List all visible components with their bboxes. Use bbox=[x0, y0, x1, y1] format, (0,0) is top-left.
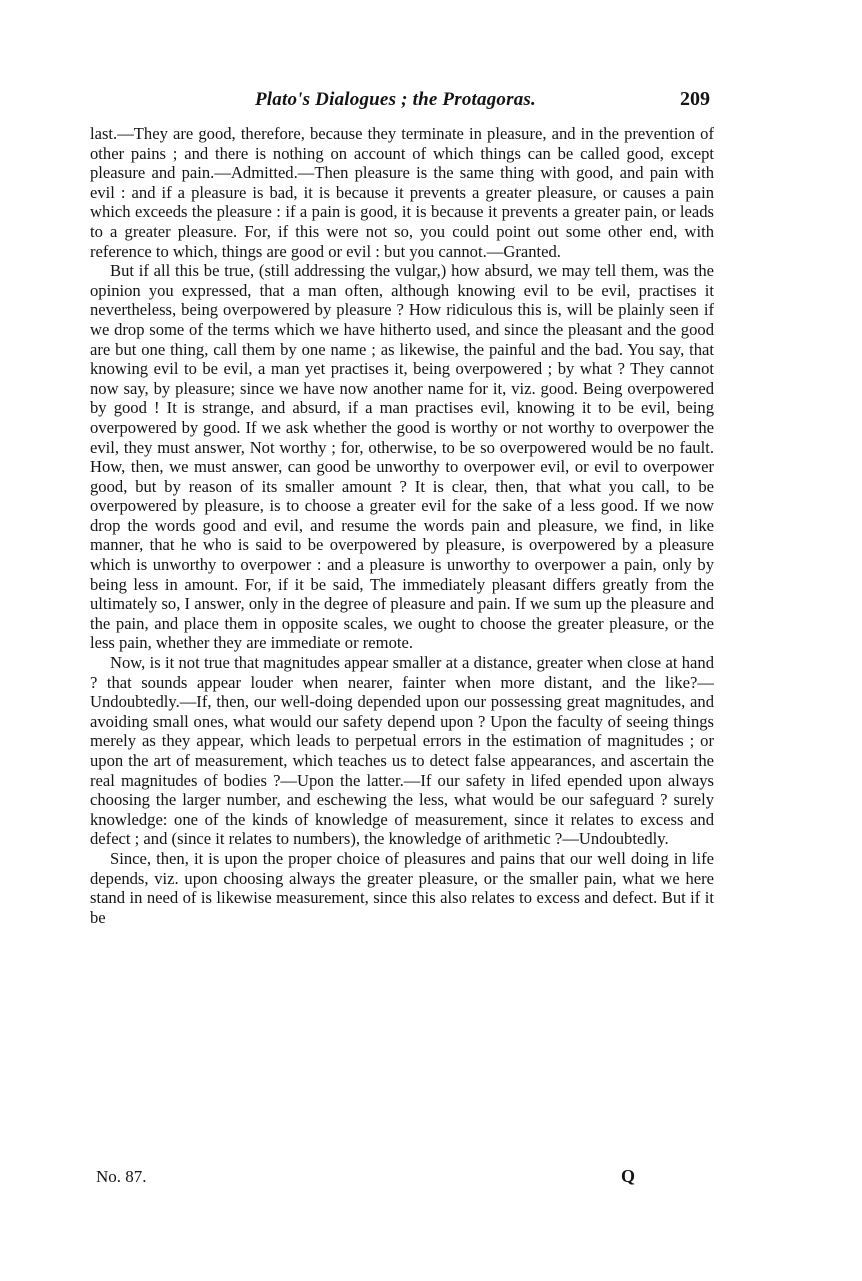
paragraph: last.—They are good, therefore, because they terminate in pleasure, and in the prevention of other pains ; and there is nothing on account of which things can be called good, except pleasure and pain.—Admitted.—Then pleasure is the same thing with good, and pain with evil : and if a pleasure is bad, it is because it prevents a greater pleasure, or causes a pain which exceeds the pleasure : if a pain is good, it is because it prevents a greater pain, or leads to a greater pleasure. For, if this were not so, you could point out some other end, with reference to which, things are good or evil : but you cannot.—Granted. bbox=[90, 124, 714, 261]
paragraph: But if all this be true, (still addressing the vulgar,) how absurd, we may tell them, was the opinion you expressed, that a man often, although knowing evil to be evil, practises it nevertheless, being overpowered by pleasure ? How ridiculous this is, will be plainly seen if we drop some of the terms which we have hitherto used, and since the pleasant and the good are but one thing, call them by one name ; as likewise, the painful and the bad. You say, that knowing evil to be evil, a man yet practises it, being overpowered ; by what ? They cannot now say, by pleasure; since we have now another name for it, viz. good. Being overpowered by good ! It is strange, and absurd, if a man practises evil, knowing it to be evil, being overpowered by good. If we ask whether the good is worthy or not worthy to overpower the evil, they must answer, Not worthy ; for, otherwise, to be so overpowered would be no fault. How, then, we must answer, can good be unworthy to overpower evil, or evil to overpower good, but by reason of its smaller amount ? It is clear, then, that what you call, to be overpowered by pleasure, is to choose a greater evil for the sake of a less good. If we now drop the words good and evil, and resume the words pain and pleasure, we find, in like manner, that he who is said to be overpowered by pleasure, is overpowered by a pleasure which is unworthy to overpower : and a pleasure is unworthy to overpower a pain, only by being less in amount. For, if it be said, The immediately pleasant differs greatly from the ultimately so, I answer, only in the degree of pleasure and pain. If we sum up the pleasure and the pain, and place them in opposite scales, we ought to choose the greater pleasure, or the less pain, whether they are immediate or remote. bbox=[90, 261, 714, 653]
signature-letter: Q bbox=[621, 1166, 636, 1186]
running-title: Plato's Dialogues ; the Protagoras. bbox=[255, 89, 536, 110]
page-number: 209 bbox=[680, 88, 710, 110]
signature-mark: No. 87. bbox=[96, 1167, 147, 1186]
body-text bbox=[90, 124, 714, 927]
paragraph: Now, is it not true that magnitudes appear smaller at a distance, greater when close at hand ? that sounds appear louder when nearer, fainter when more distant, and the like?—Undoubtedly.—If, then, our well-doing depended upon our possessing great magnitudes, and avoiding small ones, what would our safety depend upon ? Upon the faculty of seeing things merely as they appear, which leads to perpetual errors in the estimation of magnitudes ; or upon the art of measurement, which teaches us to detect false appearances, and ascertain the real magnitudes of bodies ?—Upon the latter.—If our safety in lifed epended upon always choosing the larger number, and eschewing the less, what would be our safeguard ? surely knowledge: one of the kinds of knowledge of measurement, since it relates to excess and defect ; and (since it relates to numbers), the knowledge of arithmetic ?—Undoubtedly. bbox=[90, 653, 714, 849]
paragraph: Since, then, it is upon the proper choice of pleasures and pains that our well doing in life depends, viz. upon choosing always the greater pleasure, or the smaller pain, what we here stand in need of is likewise measurement, since this also relates to excess and defect. But if it be bbox=[90, 848, 714, 927]
